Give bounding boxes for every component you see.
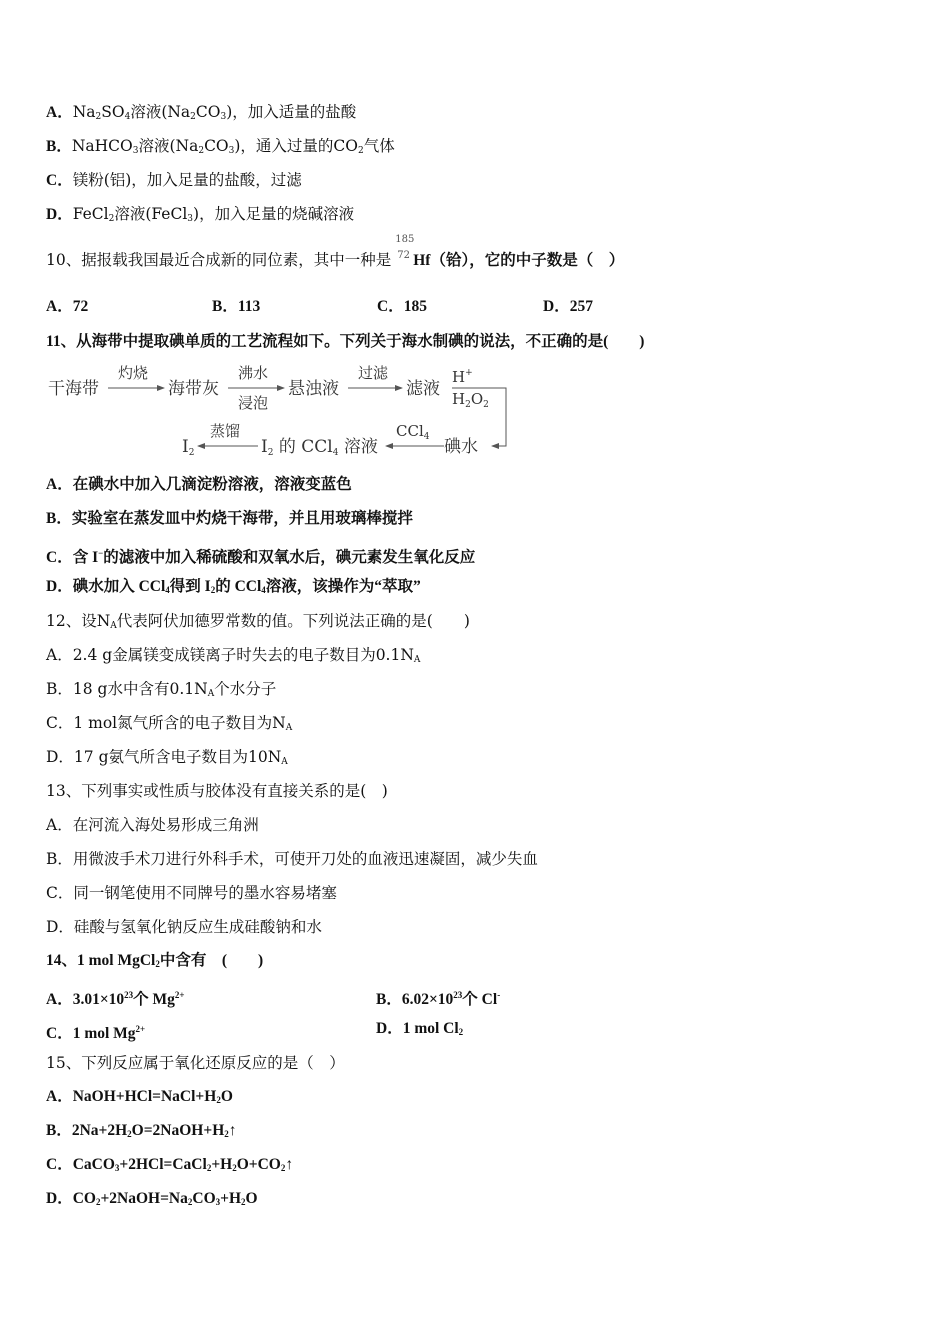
q10-option-b: B．113 <box>212 298 261 315</box>
q11-option-a: A．在碘水中加入几滴淀粉溶液，溶液变蓝色 <box>46 476 352 493</box>
q12-option-d: D．17 g氨气所含电子数目为$10N_A$ <box>46 748 288 767</box>
q14-option-c: C．1 mol $Mg^{2+}$ <box>46 1024 146 1042</box>
q12-option-b: B．18 g水中含有$0.1N_A$个水分子 <box>46 680 277 699</box>
q9-option-a: A．$Na_2SO_4$溶液$(Na_2CO_3)$，加入适量的盐酸 <box>46 103 357 122</box>
q14-option-a: A．$3.01\times 10^{23}$个 $Mg^{2+}$ <box>46 990 185 1008</box>
q14-stem: 14、1 mol MgCl$_2$中含有 ( ) <box>46 952 264 969</box>
flow-node-dried-kelp: 干海带 <box>48 379 99 399</box>
flow-node-kelp-ash: 海带灰 <box>168 379 219 399</box>
q13-stem: 13、下列事实或性质与胶体没有直接关系的是( ) <box>46 782 388 800</box>
q11-option-c: C．含 I−的滤液中加入稀硫酸和双氧水后，碘元素发生氧化反应 <box>46 548 476 566</box>
q13-option-d: D．硅酸与氢氧化钠反应生成硅酸钠和水 <box>46 918 322 936</box>
q15-option-b: B．$2Na+2H_2O=2NaOH+H_2↑$ <box>46 1122 237 1139</box>
q14-option-d: D．1 mol $Cl_2$ <box>376 1020 464 1037</box>
flow-node-suspension: 悬浊液 <box>288 379 339 399</box>
flow-edge-boil: 沸水 <box>238 364 269 382</box>
q13-option-a: A．在河流入海处易形成三角洲 <box>46 816 259 834</box>
q12-option-a: A．2.4 g金属镁变成镁离子时失去的电子数目为$0.1N_A$ <box>46 646 421 665</box>
q11-stem: 11、从海带中提取碘单质的工艺流程如下。下列关于海水制碘的说法，不正确的是( ) <box>46 333 645 350</box>
flow-node-iodine-water: 碘水 <box>444 437 478 457</box>
q13-option-b: B．用微波手术刀进行外科手术，可使开刀处的血液迅速凝固，减少失血 <box>46 850 538 868</box>
q14-option-b: B．$6.02\times 10^{23}$个 Cl- <box>376 990 501 1008</box>
q9-option-c: C．镁粉(铝)，加入足量的盐酸，过滤 <box>46 171 302 189</box>
flow-reagent-h-plus: H+ <box>452 368 473 386</box>
flow-node-iodine-ccl4: I2 的 CCl4 溶液 <box>261 437 378 458</box>
q10-option-d: D．257 <box>543 298 593 315</box>
q13-option-c: C．同一钢笔使用不同牌号的墨水容易堵塞 <box>46 884 337 902</box>
q15-option-d: D．$CO_2+2NaOH=Na_2CO_3+H_2O$ <box>46 1190 258 1207</box>
q15-option-a: A．$NaOH+HCl=NaCl+H_2O$ <box>46 1088 233 1105</box>
q10-stem: 10、据报载我国最近合成新的同位素，其中一种是 185 72 Hf（铪），它的中子数是（ ） <box>46 234 625 269</box>
flow-edge-burn: 灼烧 <box>118 364 149 382</box>
flow-edge-ccl4: CCl$_4$ <box>396 422 430 442</box>
q12-option-c: C．1 mol氮气所含的电子数目为$N_A$ <box>46 714 293 733</box>
q12-stem: 12、设$N_A$代表阿伏加德罗常数的值。下列说法正确的是( ) <box>46 612 470 631</box>
flow-edge-soak: 浸泡 <box>238 394 269 412</box>
q9-option-b: B．NaHCO$_3$溶液$(Na_2CO_3)$，通入过量的$CO_2$气体 <box>46 137 395 156</box>
iodine-extraction-flowchart <box>46 358 516 466</box>
q15-stem: 15、下列反应属于氧化还原反应的是（ ） <box>46 1054 345 1072</box>
q9-option-d: D．FeCl$_2$溶液(FeCl$_3$)，加入足量的烧碱溶液 <box>46 205 355 224</box>
flow-node-filtrate: 滤液 <box>406 379 440 399</box>
q10-option-c: C．185 <box>377 298 427 315</box>
flow-reagent-h2o2: $H_2O_2$ <box>452 390 489 410</box>
flow-node-iodine: I2 <box>182 437 195 458</box>
q10-option-a: A．72 <box>46 298 89 315</box>
flow-edge-filter: 过滤 <box>358 364 389 382</box>
hf-nuclide-notation: 185 72 <box>395 234 415 261</box>
q11-option-d: D．碘水加入 CCl$_4$得到 $I_2$的 CCl$_4$溶液，该操作为“萃取” <box>46 578 421 595</box>
q15-option-c: C．$CaCO_3+2HCl=CaCl_2+H_2O+CO_2↑$ <box>46 1156 294 1173</box>
flow-edge-distill: 蒸馏 <box>210 422 241 440</box>
q11-option-b: B．实验室在蒸发皿中灼烧干海带，并且用玻璃棒搅拌 <box>46 510 413 527</box>
